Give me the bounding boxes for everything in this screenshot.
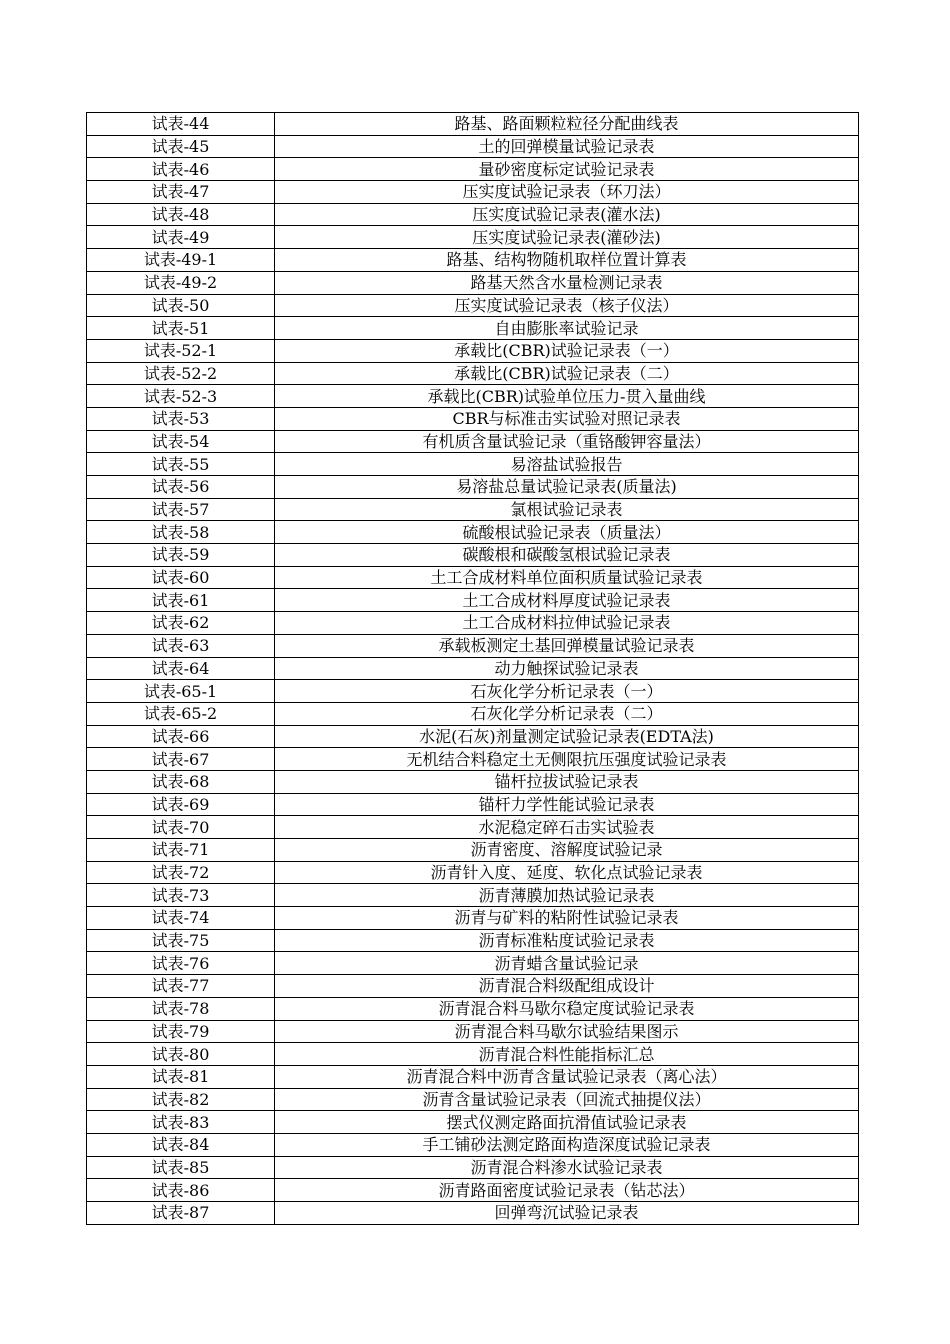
table-row [87, 793, 859, 816]
form-code-cell: 试表-82 [87, 1088, 275, 1111]
form-name-cell: 碳酸根和碳酸氢根试验记录表 [275, 544, 859, 567]
form-code-cell: 试表-44 [87, 113, 275, 136]
form-name-cell: 易溶盐总量试验记录表(质量法) [275, 476, 859, 499]
table-row [87, 884, 859, 907]
table-row [87, 271, 859, 294]
form-code-cell: 试表-72 [87, 861, 275, 884]
form-name-cell: 压实度试验记录表(灌砂法) [275, 226, 859, 249]
form-code-cell: 试表-67 [87, 748, 275, 771]
table-row [87, 1020, 859, 1043]
form-code-cell: 试表-46 [87, 158, 275, 181]
form-name-cell: 沥青蜡含量试验记录 [275, 952, 859, 975]
form-code-cell: 试表-76 [87, 952, 275, 975]
form-code-cell: 试表-80 [87, 1043, 275, 1066]
table-row [87, 498, 859, 521]
table-row [87, 952, 859, 975]
table-row [87, 1111, 859, 1134]
table-row [87, 226, 859, 249]
form-name-cell: 有机质含量试验记录（重铬酸钾容量法） [275, 430, 859, 453]
form-code-cell: 试表-60 [87, 566, 275, 589]
table-row [87, 566, 859, 589]
form-code-cell: 试表-65-2 [87, 702, 275, 725]
table-row [87, 589, 859, 612]
form-code-cell: 试表-86 [87, 1179, 275, 1202]
table-row [87, 249, 859, 272]
form-code-cell: 试表-52-3 [87, 385, 275, 408]
form-name-cell: 量砂密度标定试验记录表 [275, 158, 859, 181]
table-body [87, 113, 859, 1225]
form-name-cell: 沥青混合料渗水试验记录表 [275, 1156, 859, 1179]
form-code-cell: 试表-54 [87, 430, 275, 453]
form-index-table [86, 112, 859, 1225]
form-name-cell: 手工铺砂法测定路面构造深度试验记录表 [275, 1133, 859, 1156]
form-code-cell: 试表-55 [87, 453, 275, 476]
table-row [87, 975, 859, 998]
table-row [87, 1202, 859, 1225]
form-name-cell: 沥青混合料马歇尔稳定度试验记录表 [275, 997, 859, 1020]
form-name-cell: 水泥(石灰)剂量测定试验记录表(EDTA法) [275, 725, 859, 748]
form-code-cell: 试表-68 [87, 770, 275, 793]
table-row [87, 907, 859, 930]
form-name-cell: 压实度试验记录表(灌水法) [275, 203, 859, 226]
table-row [87, 476, 859, 499]
table-row [87, 362, 859, 385]
form-code-cell: 试表-63 [87, 634, 275, 657]
form-code-cell: 试表-84 [87, 1133, 275, 1156]
form-name-cell: 压实度试验记录表（核子仪法） [275, 294, 859, 317]
table-row [87, 702, 859, 725]
table-row [87, 1065, 859, 1088]
table-row [87, 1179, 859, 1202]
form-code-cell: 试表-59 [87, 544, 275, 567]
form-name-cell: CBR与标准击实试验对照记录表 [275, 407, 859, 430]
table-row [87, 997, 859, 1020]
form-code-cell: 试表-65-1 [87, 680, 275, 703]
form-code-cell: 试表-66 [87, 725, 275, 748]
form-code-cell: 试表-70 [87, 816, 275, 839]
table-row [87, 430, 859, 453]
form-name-cell: 摆式仪测定路面抗滑值试验记录表 [275, 1111, 859, 1134]
form-name-cell: 锚杆拉拔试验记录表 [275, 770, 859, 793]
form-name-cell: 沥青路面密度试验记录表（钻芯法） [275, 1179, 859, 1202]
form-code-cell: 试表-79 [87, 1020, 275, 1043]
form-name-cell: 锚杆力学性能试验记录表 [275, 793, 859, 816]
form-name-cell: 石灰化学分析记录表（二） [275, 702, 859, 725]
form-code-cell: 试表-83 [87, 1111, 275, 1134]
form-name-cell: 无机结合料稳定土无侧限抗压强度试验记录表 [275, 748, 859, 771]
table-row [87, 612, 859, 635]
form-code-cell: 试表-50 [87, 294, 275, 317]
form-code-cell: 试表-49 [87, 226, 275, 249]
form-name-cell: 氯根试验记录表 [275, 498, 859, 521]
form-code-cell: 试表-61 [87, 589, 275, 612]
form-name-cell: 土工合成材料单位面积质量试验记录表 [275, 566, 859, 589]
form-name-cell: 水泥稳定碎石击实试验表 [275, 816, 859, 839]
form-name-cell: 承载比(CBR)试验记录表（一） [275, 339, 859, 362]
form-name-cell: 硫酸根试验记录表（质量法） [275, 521, 859, 544]
form-name-cell: 沥青混合料性能指标汇总 [275, 1043, 859, 1066]
table-row [87, 657, 859, 680]
form-code-cell: 试表-69 [87, 793, 275, 816]
form-name-cell: 土工合成材料拉伸试验记录表 [275, 612, 859, 635]
table-row [87, 861, 859, 884]
form-code-cell: 试表-78 [87, 997, 275, 1020]
table-row [87, 113, 859, 136]
form-name-cell: 沥青标准粘度试验记录表 [275, 929, 859, 952]
form-name-cell: 路基、结构物随机取样位置计算表 [275, 249, 859, 272]
table-row [87, 816, 859, 839]
table-row [87, 1043, 859, 1066]
table-row [87, 317, 859, 340]
form-code-cell: 试表-52-1 [87, 339, 275, 362]
form-code-cell: 试表-62 [87, 612, 275, 635]
form-name-cell: 路基、路面颗粒粒径分配曲线表 [275, 113, 859, 136]
form-code-cell: 试表-48 [87, 203, 275, 226]
form-name-cell: 承载比(CBR)试验单位压力-贯入量曲线 [275, 385, 859, 408]
form-code-cell: 试表-52-2 [87, 362, 275, 385]
table-row [87, 158, 859, 181]
form-code-cell: 试表-87 [87, 1202, 275, 1225]
table-row [87, 339, 859, 362]
form-code-cell: 试表-81 [87, 1065, 275, 1088]
table-row [87, 181, 859, 204]
table-row [87, 1133, 859, 1156]
form-code-cell: 试表-85 [87, 1156, 275, 1179]
form-code-cell: 试表-56 [87, 476, 275, 499]
table-row [87, 839, 859, 862]
form-code-cell: 试表-75 [87, 929, 275, 952]
form-name-cell: 回弹弯沉试验记录表 [275, 1202, 859, 1225]
form-name-cell: 路基天然含水量检测记录表 [275, 271, 859, 294]
table-row [87, 1088, 859, 1111]
table-row [87, 135, 859, 158]
form-code-cell: 试表-47 [87, 181, 275, 204]
form-name-cell: 承载比(CBR)试验记录表（二） [275, 362, 859, 385]
form-name-cell: 沥青混合料中沥青含量试验记录表（离心法） [275, 1065, 859, 1088]
form-name-cell: 沥青与矿料的粘附性试验记录表 [275, 907, 859, 930]
table-row [87, 521, 859, 544]
form-name-cell: 动力触探试验记录表 [275, 657, 859, 680]
form-code-cell: 试表-77 [87, 975, 275, 998]
table-row [87, 1156, 859, 1179]
table-row [87, 385, 859, 408]
form-name-cell: 自由膨胀率试验记录 [275, 317, 859, 340]
table-row [87, 748, 859, 771]
table-row [87, 770, 859, 793]
form-name-cell: 沥青混合料级配组成设计 [275, 975, 859, 998]
table-row [87, 203, 859, 226]
form-name-cell: 沥青含量试验记录表（回流式抽提仪法） [275, 1088, 859, 1111]
form-code-cell: 试表-64 [87, 657, 275, 680]
form-name-cell: 土工合成材料厚度试验记录表 [275, 589, 859, 612]
form-name-cell: 沥青针入度、延度、软化点试验记录表 [275, 861, 859, 884]
form-code-cell: 试表-45 [87, 135, 275, 158]
form-code-cell: 试表-58 [87, 521, 275, 544]
form-code-cell: 试表-49-1 [87, 249, 275, 272]
table-row [87, 929, 859, 952]
form-code-cell: 试表-57 [87, 498, 275, 521]
form-code-cell: 试表-74 [87, 907, 275, 930]
form-name-cell: 沥青薄膜加热试验记录表 [275, 884, 859, 907]
table-row [87, 680, 859, 703]
table-row [87, 634, 859, 657]
form-code-cell: 试表-73 [87, 884, 275, 907]
form-name-cell: 石灰化学分析记录表（一） [275, 680, 859, 703]
form-code-cell: 试表-51 [87, 317, 275, 340]
form-code-cell: 试表-49-2 [87, 271, 275, 294]
form-name-cell: 压实度试验记录表（环刀法） [275, 181, 859, 204]
form-code-cell: 试表-71 [87, 839, 275, 862]
table-row [87, 725, 859, 748]
form-name-cell: 易溶盐试验报告 [275, 453, 859, 476]
table-row [87, 294, 859, 317]
form-name-cell: 沥青密度、溶解度试验记录 [275, 839, 859, 862]
table-row [87, 453, 859, 476]
table-row [87, 407, 859, 430]
form-code-cell: 试表-53 [87, 407, 275, 430]
form-name-cell: 土的回弹模量试验记录表 [275, 135, 859, 158]
form-name-cell: 承载板测定土基回弹模量试验记录表 [275, 634, 859, 657]
form-name-cell: 沥青混合料马歇尔试验结果图示 [275, 1020, 859, 1043]
table-row [87, 544, 859, 567]
